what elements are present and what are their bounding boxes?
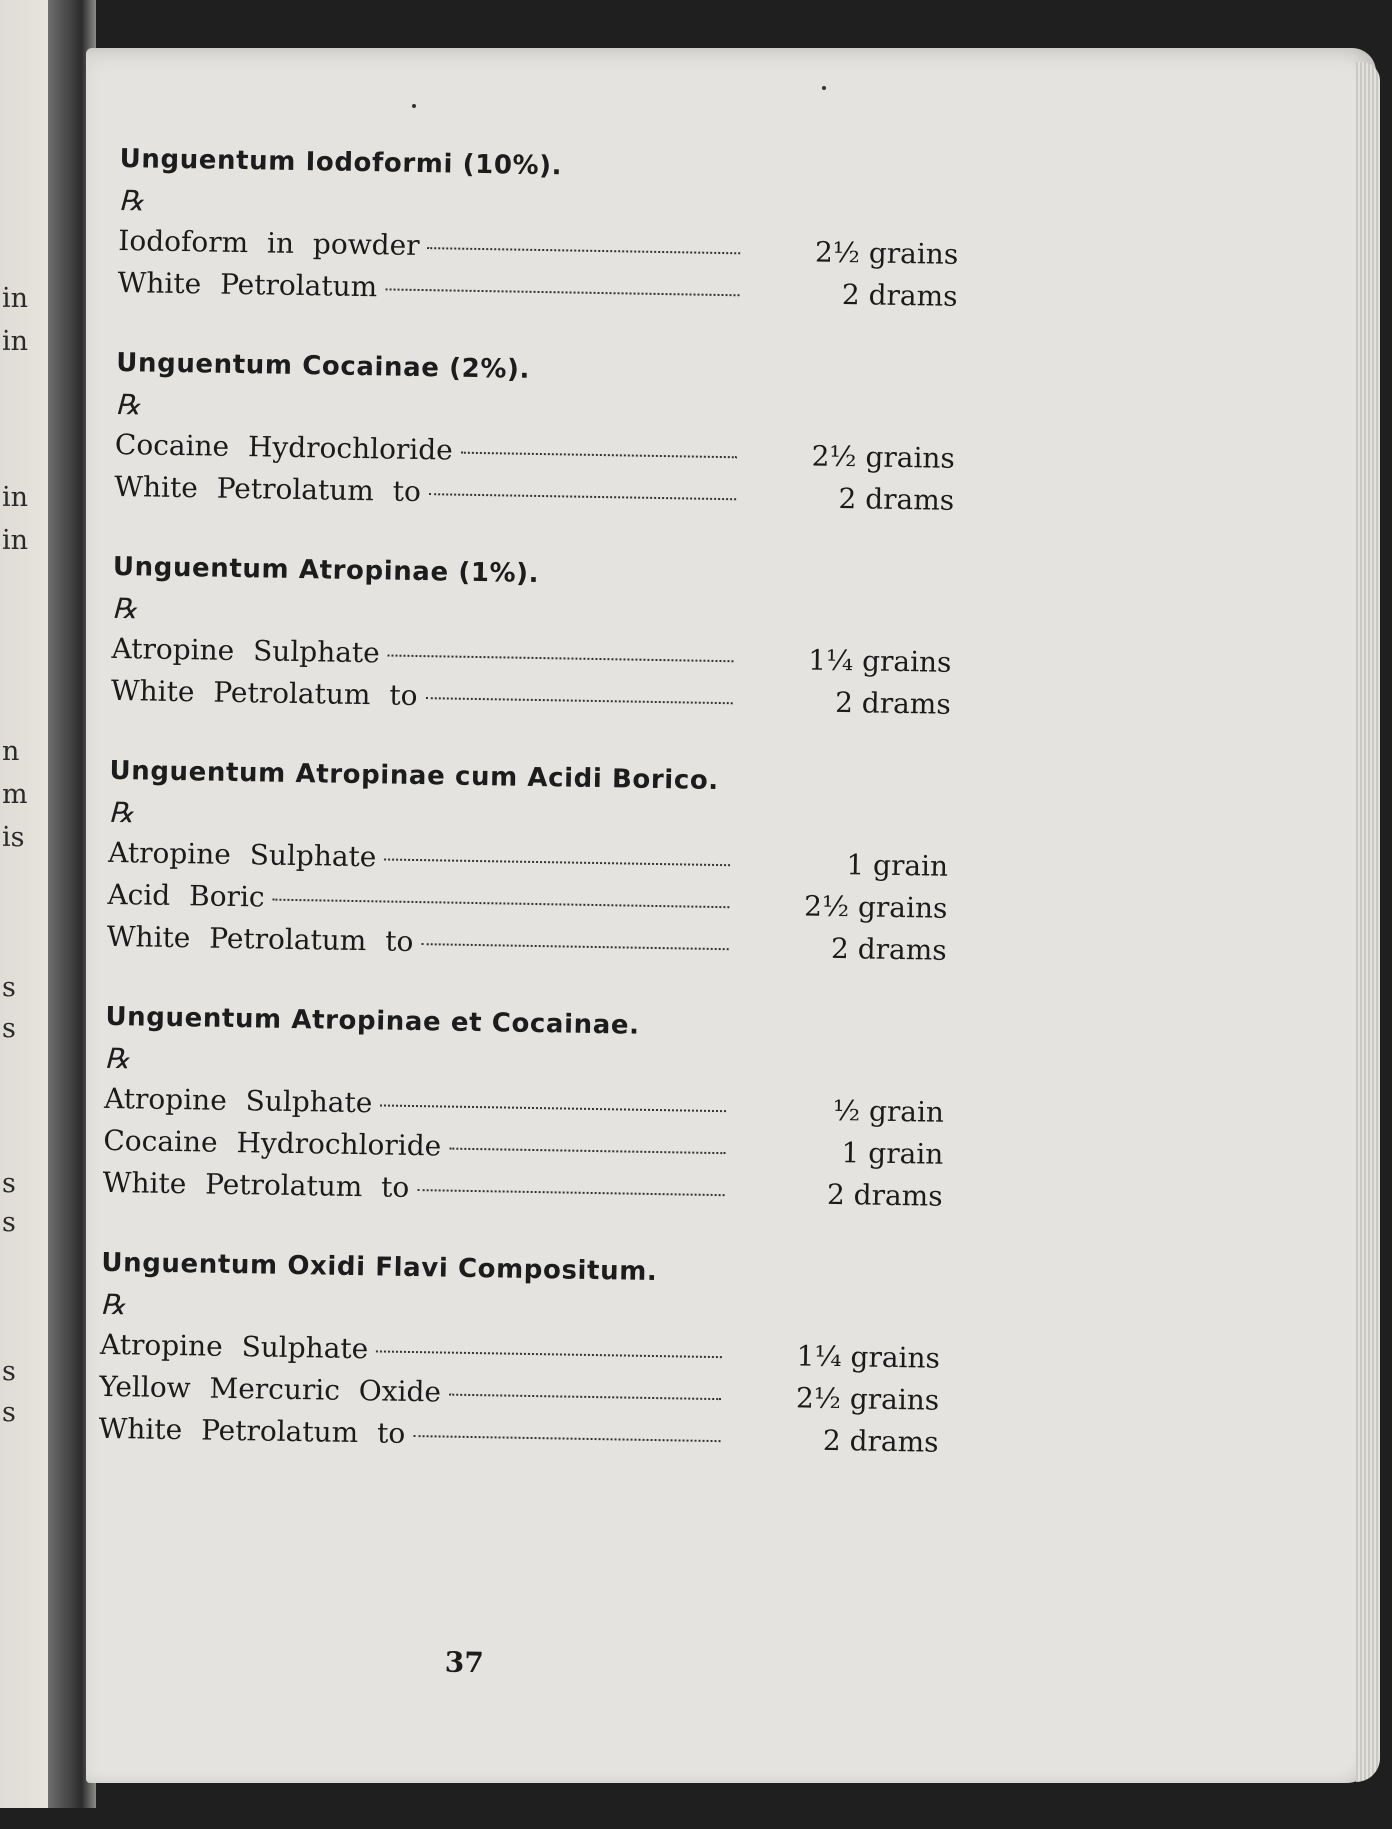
ingredient-name: Cocaine Hydrochloride [114, 427, 454, 467]
formula-heading: Unguentum Atropinae (1%). [112, 551, 540, 590]
rx-symbol: ℞ [111, 591, 138, 626]
dot-leader [417, 1189, 724, 1196]
ingredient-name: White Petrolatum to [110, 673, 418, 713]
ingredient-name: Atropine Sulphate [99, 1327, 369, 1366]
ingredient-name: Acid Boric [107, 877, 265, 914]
page-number: 37 [444, 1645, 485, 1680]
rx-symbol: ℞ [104, 1041, 131, 1076]
rx-symbol: ℞ [118, 183, 145, 218]
dot-leader [384, 858, 730, 866]
ingredient-amount: ½ grain [832, 1093, 945, 1129]
ingredient-amount: 2½ grains [811, 439, 956, 475]
formula-heading: Unguentum Iodoformi (10%). [119, 143, 563, 182]
dot-leader [461, 452, 737, 459]
ingredient-amount: 2½ grains [795, 1381, 940, 1417]
ingredient-amount: 1 grain [846, 848, 949, 883]
rx-symbol: ℞ [100, 1287, 127, 1322]
formula-heading: Unguentum Atropinae et Cocainae. [105, 1001, 640, 1041]
left-fragment: in [2, 283, 29, 314]
ingredient-amount: 2 drams [834, 685, 952, 721]
left-fragment: in [2, 482, 29, 513]
ingredient-name: Atropine Sulphate [111, 631, 381, 670]
ingredient-amount: 2½ grains [803, 889, 948, 925]
ingredient-amount: 1¼ grains [796, 1339, 941, 1375]
ingredient-name: White Petrolatum to [102, 1165, 410, 1204]
left-fragment: n [2, 736, 20, 767]
formula-cocainae [114, 344, 957, 522]
formula-atropinae-cocainae [102, 998, 945, 1218]
dot-leader [385, 288, 739, 296]
left-fragment: s [2, 1397, 16, 1428]
ingredient-name: Atropine Sulphate [103, 1081, 373, 1120]
left-fragment: s [2, 1207, 16, 1238]
ingredient-amount: 2 drams [838, 481, 955, 517]
dot-leader [428, 247, 741, 254]
rx-symbol: ℞ [108, 795, 135, 830]
ingredient-name: Yellow Mercuric Oxide [99, 1369, 442, 1409]
formula-atropinae-acidi-borico [106, 752, 949, 972]
formula-heading: Unguentum Cocainae (2%). [116, 347, 531, 385]
ingredient-name: Iodoform in powder [118, 223, 420, 262]
left-fragment: s [2, 1168, 16, 1199]
ingredient-name: Atropine Sulphate [107, 835, 377, 874]
dot-leader [449, 1394, 721, 1401]
dot-leader [449, 1148, 725, 1155]
rx-symbol: ℞ [115, 387, 141, 422]
left-fragment: in [2, 326, 29, 357]
dot-leader [413, 1435, 720, 1442]
left-fragment: s [2, 1356, 16, 1387]
dot-leader [273, 899, 730, 909]
ingredient-name: White Petrolatum to [113, 469, 422, 509]
ingredient-amount: 2 drams [826, 1177, 943, 1213]
formula-atropinae [111, 548, 954, 726]
ingredient-name: White Petrolatum to [98, 1411, 406, 1450]
ingredient-name: White Petrolatum [117, 265, 378, 304]
left-fragment: m [2, 779, 28, 810]
dot-leader [429, 493, 736, 500]
formula-oxidi-flavi-compositum [98, 1244, 941, 1464]
ingredient-name: Cocaine Hydrochloride [103, 1123, 442, 1163]
left-fragment: is [2, 822, 25, 853]
dot-leader [376, 1350, 722, 1358]
left-fragment: s [2, 972, 16, 1003]
ingredient-name: White Petrolatum to [106, 919, 414, 958]
formula-iodoformi [117, 140, 960, 318]
formula-heading: Unguentum Atropinae cum Acidi Borico. [109, 755, 720, 797]
dot-leader [388, 655, 734, 663]
ingredient-amount: 2 drams [841, 277, 958, 313]
left-fragment: in [2, 525, 29, 556]
ingredient-amount: 1¼ grains [807, 643, 952, 679]
dot-leader [421, 943, 728, 950]
formula-heading: Unguentum Oxidi Flavi Compositum. [101, 1247, 658, 1288]
ingredient-amount: 2 drams [830, 931, 947, 967]
ingredient-amount: 2½ grains [814, 235, 959, 271]
dot-leader [425, 697, 732, 704]
ingredient-amount: 1 grain [841, 1136, 944, 1171]
ingredient-amount: 2 drams [822, 1423, 939, 1459]
dot-leader [380, 1104, 726, 1112]
left-fragment: s [2, 1013, 16, 1044]
